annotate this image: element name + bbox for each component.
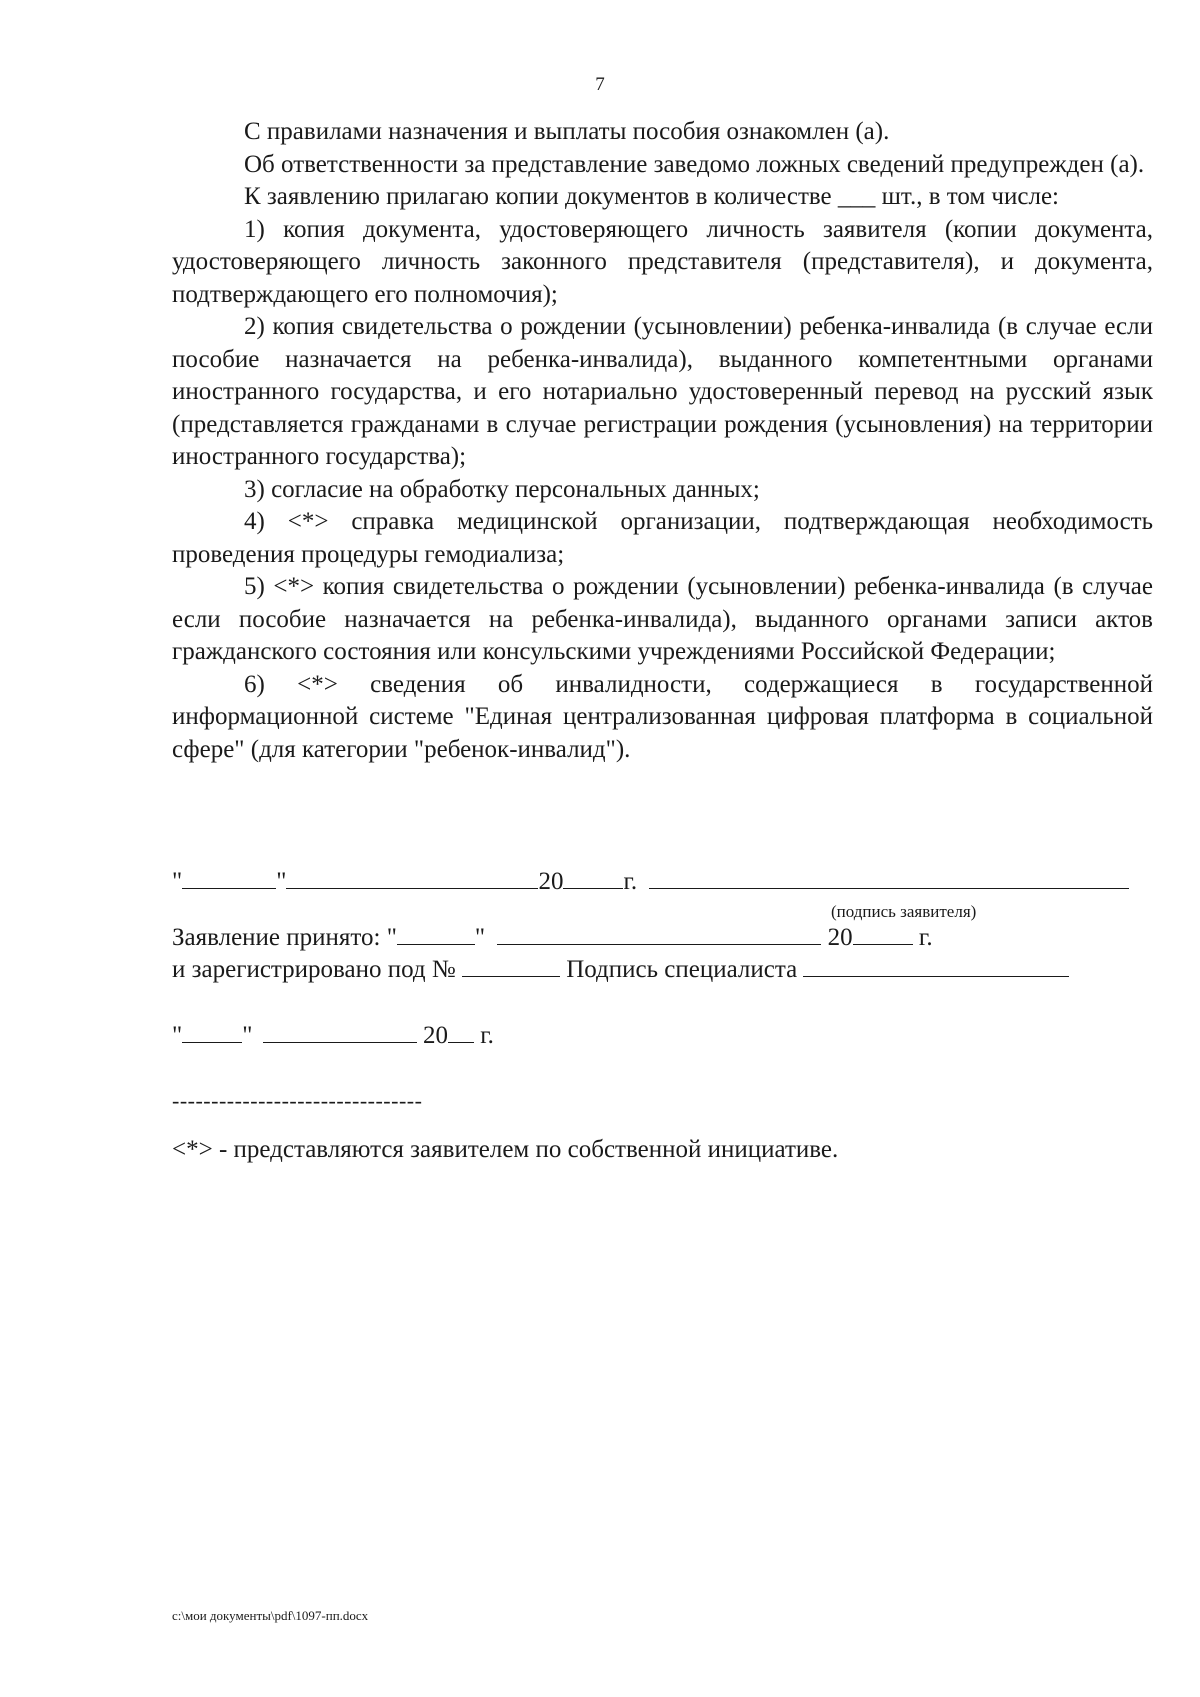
- attachment-item-2: 2) копия свидетельства о рождении (усыновлении) ребенка-инвалида (в случае если пособие назначается на ребенка-инвалида), выданного компетентными органами иностранного государства, и его нотариально удостоверенный перевод на русский язык (представляется гражданами в случае регистрации рождения (усыновления) на территории иностранного государства);: [172, 313, 1153, 470]
- day-blank: [182, 866, 276, 889]
- registered-label: и зарегистрировано под №: [172, 956, 456, 983]
- paragraph-attachments-intro: К заявлению прилагаю копии документов в количестве ___ шт., в том числе:: [244, 183, 1060, 210]
- paragraph-responsibility: Об ответственности за представление заведомо ложных сведений предупрежден (а).: [244, 150, 1145, 178]
- footnote-divider: --------------------------------: [172, 1088, 423, 1113]
- attachment-item-4: 4) <*> справка медицинской организации, подтверждающая необходимость проведения процедуры гемодиализа;: [172, 508, 1153, 568]
- quote-close: ": [276, 868, 287, 895]
- document-body: [172, 116, 1153, 766]
- attachment-item-6: 6) <*> сведения об инвалидности, содержащиеся в государственной информационной системе "Единая централизованная цифровая платформа в социальной сфере" (для категории "ребенок-инвалид").: [172, 670, 1153, 763]
- registration-year-blank: [448, 1020, 474, 1043]
- accepted-year-blank: [853, 922, 913, 945]
- registration-number-blank: [462, 954, 560, 977]
- year-suffix: г.: [623, 868, 638, 895]
- registration-day-blank: [182, 1020, 242, 1043]
- accepted-line: Заявление принято: " " 20 г.: [172, 924, 933, 951]
- paragraph-acknowledgement: С правилами назначения и выплаты пособия ознакомлен (а).: [244, 118, 890, 145]
- attachment-item-1: 1) копия документа, удостоверяющего личность заявителя (копии документа, удостоверяющего личность законного представителя (представителя), и документа, подтверждающего его полномочия);: [172, 215, 1153, 308]
- quote-open: ": [172, 868, 183, 895]
- attachment-item-3: 3) согласие на обработку персональных данных;: [244, 475, 760, 503]
- page-number: 7: [595, 74, 605, 95]
- attachment-item-5: 5) <*> копия свидетельства о рождении (усыновлении) ребенка-инвалида (в случае если пособие назначается на ребенка-инвалида), выданного органами записи актов гражданского состояния или консульскими учреждениями Российской Федерации;: [172, 573, 1153, 665]
- accepted-label: Заявление принято:: [172, 924, 387, 951]
- registration-date-line: " " 20 г.: [172, 1022, 494, 1049]
- year-blank: [563, 866, 623, 889]
- registration-month-blank: [263, 1020, 417, 1043]
- accepted-day-blank: [397, 922, 475, 945]
- applicant-date-line: [172, 866, 1153, 898]
- applicant-signature-caption: (подпись заявителя): [831, 902, 977, 921]
- month-blank: [286, 866, 538, 889]
- year-prefix: 20: [538, 868, 564, 895]
- registered-line: [172, 954, 1153, 986]
- file-path-footer: c:\мои документы\pdf\1097-пп.docx: [172, 1608, 369, 1623]
- footnote: <*> - представляются заявителем по собственной инициативе.: [172, 1136, 839, 1163]
- applicant-signature-blank: [649, 866, 1129, 889]
- accepted-month-blank: [497, 922, 821, 945]
- specialist-label: Подпись специалиста: [566, 956, 798, 983]
- specialist-signature-blank: [803, 954, 1069, 977]
